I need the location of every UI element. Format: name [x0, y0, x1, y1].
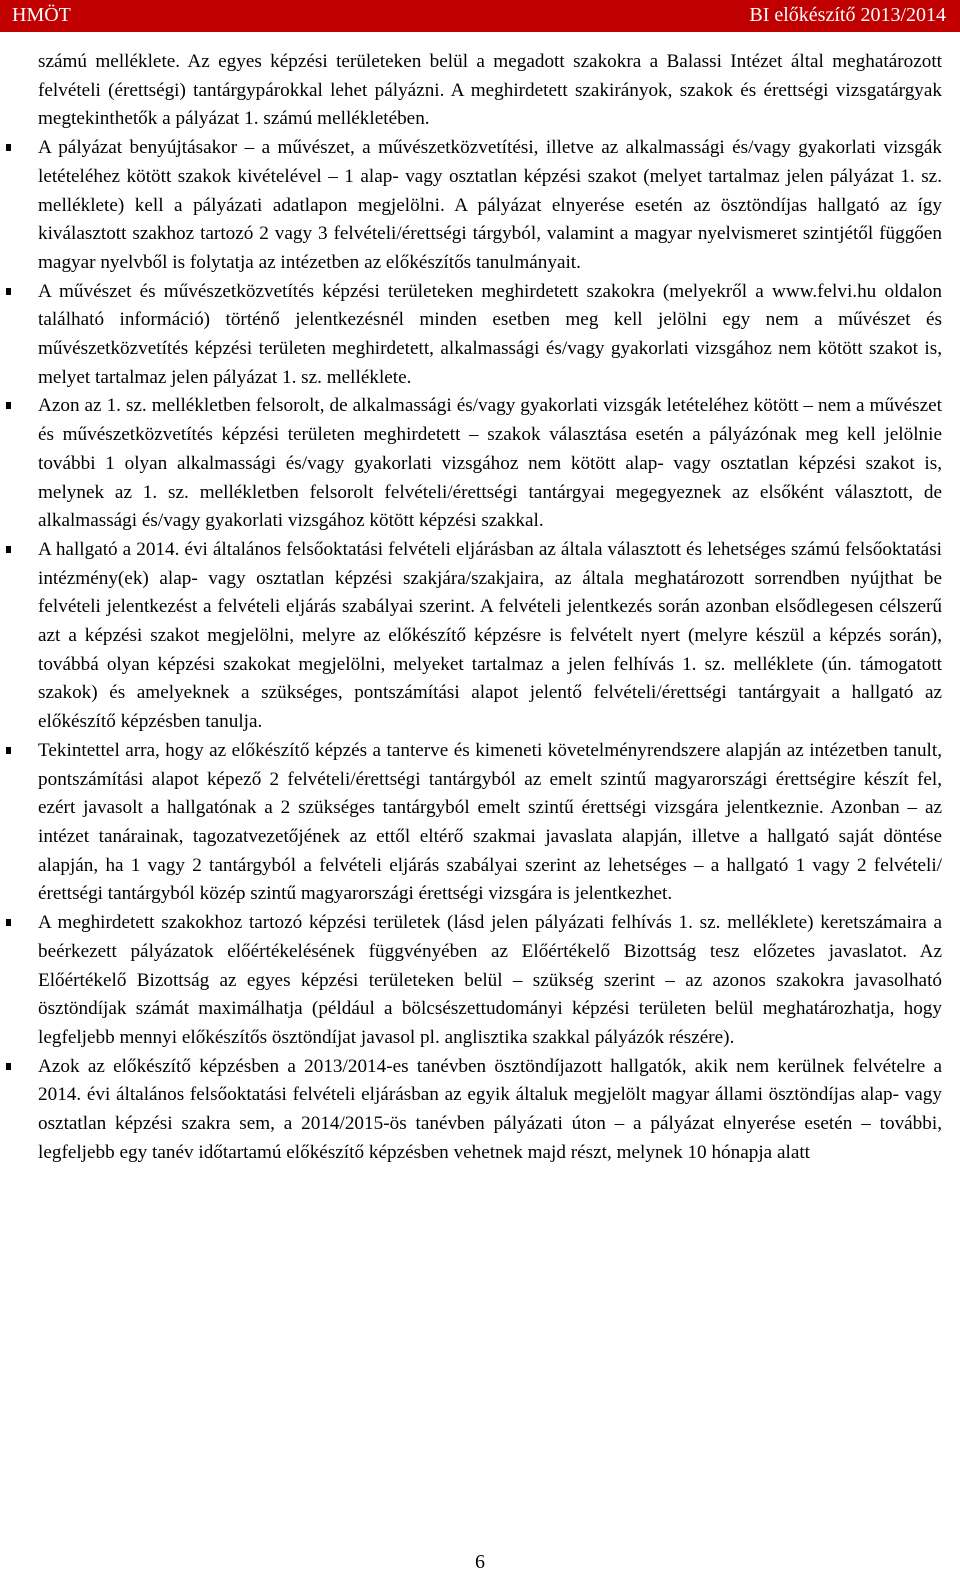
- bullet-item: [38, 1053, 942, 1168]
- bullet-text: Azon az 1. sz. mellékletben felsorolt, de alkalmassági és/vagy gyakorlati vizsgák letételéhez kötött – nem a művészet és művészetközvetítés képzési területen meghirdetett – szakok választása esetén a pályázónak meg kell jelölnie további 1 olyan alkalmassági és/vagy gyakorlati vizsgához nem kötött alap- vagy osztatlan képzési szakot is, melynek az 1. sz. mellékletben felsorolt felvételi/érettségi tantárgyai megegyeznek az elsőként választott, de alkalmassági és/vagy gyakorlati vizsgához kötött képzési szakkal.: [38, 395, 942, 532]
- bullet-item: [38, 278, 942, 393]
- bullet-text: A művészet és művészetközvetítés képzési területeken meghirdetett szakokra (melyekről a www.felvi.hu oldalon található információ) történő jelentkezésnél minden esetben meg kell jelölni egy nem a művészet és művészetközvetítés képzési területen meghirdetett, alkalmassági és/vagy gyakorlati vizsgához nem kötött szakot is, melyet tartalmaz jelen pályázat 1. sz. melléklete.: [38, 280, 942, 388]
- page-header: [0, 0, 960, 32]
- header-organization: HMÖT: [12, 4, 71, 26]
- bullet-item: [38, 134, 942, 278]
- header-document-title: BI előkészítő 2013/2014: [749, 4, 946, 26]
- bullet-item: [38, 536, 942, 737]
- square-bullet-icon: [6, 747, 11, 754]
- square-bullet-icon: [6, 144, 11, 151]
- bullet-item: [38, 392, 942, 536]
- square-bullet-icon: [6, 919, 11, 926]
- bullet-text: Tekintettel arra, hogy az előkészítő képzés a tanterve és kimeneti követelményrendszere alapján az intézetben tanult, pontszámítási alapot képező 2 felvételi/érettségi tantárgyból az emelt szintű magyarországi érettségire készít fel, ezért javasolt a hallgatónak a 2 szükséges tantárgyból emelt szintű érettségi vizsgára jelentkeznie. Azonban – az intézet tanárainak, tagozatvezetőjének az ettől eltérő szakmai javaslata alapján, illetve a hallgató saját döntése alapján, ha 1 vagy 2 tantárgyból a felvételi eljárás szabályai szerint az lehetséges – a hallgató 1 vagy 2 felvételi/érettségi tantárgyból közép szintű magyarországi érettségi vizsgára is jelentkezhet.: [38, 739, 942, 905]
- document-body: [38, 48, 942, 1167]
- bullet-item: [38, 737, 942, 909]
- bullet-text: A hallgató a 2014. évi általános felsőoktatási felvételi eljárásban az általa választott és lehetséges számú felsőoktatási intézmény(ek) alap- vagy osztatlan képzési szakjára/szakjaira, az általa meghatározott sorrendben nyújthat be felvételi jelentkezést a felvételi eljárás szabályai szerint. A felvételi jelentkezés során azonban elsődlegesen célszerű azt a képzési szakot megjelölni, melyre az előkészítő képzésre is felvételt nyert (melyre készül a képzés során), továbbá olyan képzési szakokat megjelölni, melyeket tartalmaz a jelen felhívás 1. sz. melléklete (ún. támogatott szakok) és amelyeknek a szükséges, pontszámítási alapot jelentő felvételi/érettségi tantárgyait a hallgató az előkészítő képzésben tanulja.: [38, 538, 942, 733]
- square-bullet-icon: [6, 402, 11, 409]
- square-bullet-icon: [6, 1063, 11, 1070]
- bullet-text: A pályázat benyújtásakor – a művészet, a művészetközvetítési, illetve az alkalmassági és/vagy gyakorlati vizsgák letételéhez kötött szakok kivételével – 1 alap- vagy osztatlan képzési szakot (melyet tartalmaz jelen pályázat 1. sz. melléklete) kell a pályázati adatlapon megjelölni. A pályázat elnyerése esetén az ösztöndíjas hallgató az így kiválasztott szakhoz tartozó 2 vagy 3 felvételi/érettségi tárgyból, valamint a magyar nyelvismeret szintjétől függően magyar nyelvből is folytatja az intézetben az előkészítős tanulmányait.: [38, 137, 942, 273]
- intro-paragraph: számú melléklete. Az egyes képzési területeken belül a megadott szakokra a Balassi Intézet által meghatározott felvételi (érettségi) tantárgypárokkal lehet pályázni. A meghirdetett szakirányok, szakok és érettségi vizsgatárgyak megtekinthetők a pályázat 1. számú mellékletében.: [38, 51, 942, 130]
- bullet-text: Azok az előkészítő képzésben a 2013/2014-es tanévben ösztöndíjazott hallgatók, akik nem kerülnek felvételre a 2014. évi általános felsőoktatási felvételi eljárásban az egyik általuk megjelölt magyar állami ösztöndíjas alap- vagy osztatlan képzési szakra sem, a 2014/2015-ös tanévben pályázati úton – a pályázat elnyerése esetén – további, legfeljebb egy tanév időtartamú előkészítő képzésben vehetnek majd részt, melynek 10 hónapja alatt: [38, 1055, 942, 1163]
- square-bullet-icon: [6, 546, 11, 553]
- bullet-item: [38, 909, 942, 1053]
- bullet-list: [38, 134, 942, 1167]
- square-bullet-icon: [6, 288, 11, 295]
- bullet-text: A meghirdetett szakokhoz tartozó képzési területek (lásd jelen pályázati felhívás 1. sz. melléklete) keretszámaira a beérkezett pályázatok előértékelésének függvényében az Előértékelő Bizottság tesz előzetes javaslatot. Az Előértékelő Bizottság az egyes képzési területeken belül – szükség szerint – az azonos szakokra javasolható ösztöndíjak számát maximálhatja (például a bölcsészettudományi képzési területen belül meghatározhatja, hogy legfeljebb mennyi előkészítős ösztöndíjat javasol pl. anglisztika szakkal pályázók részére).: [38, 912, 942, 1048]
- page-number: 6: [475, 1551, 485, 1573]
